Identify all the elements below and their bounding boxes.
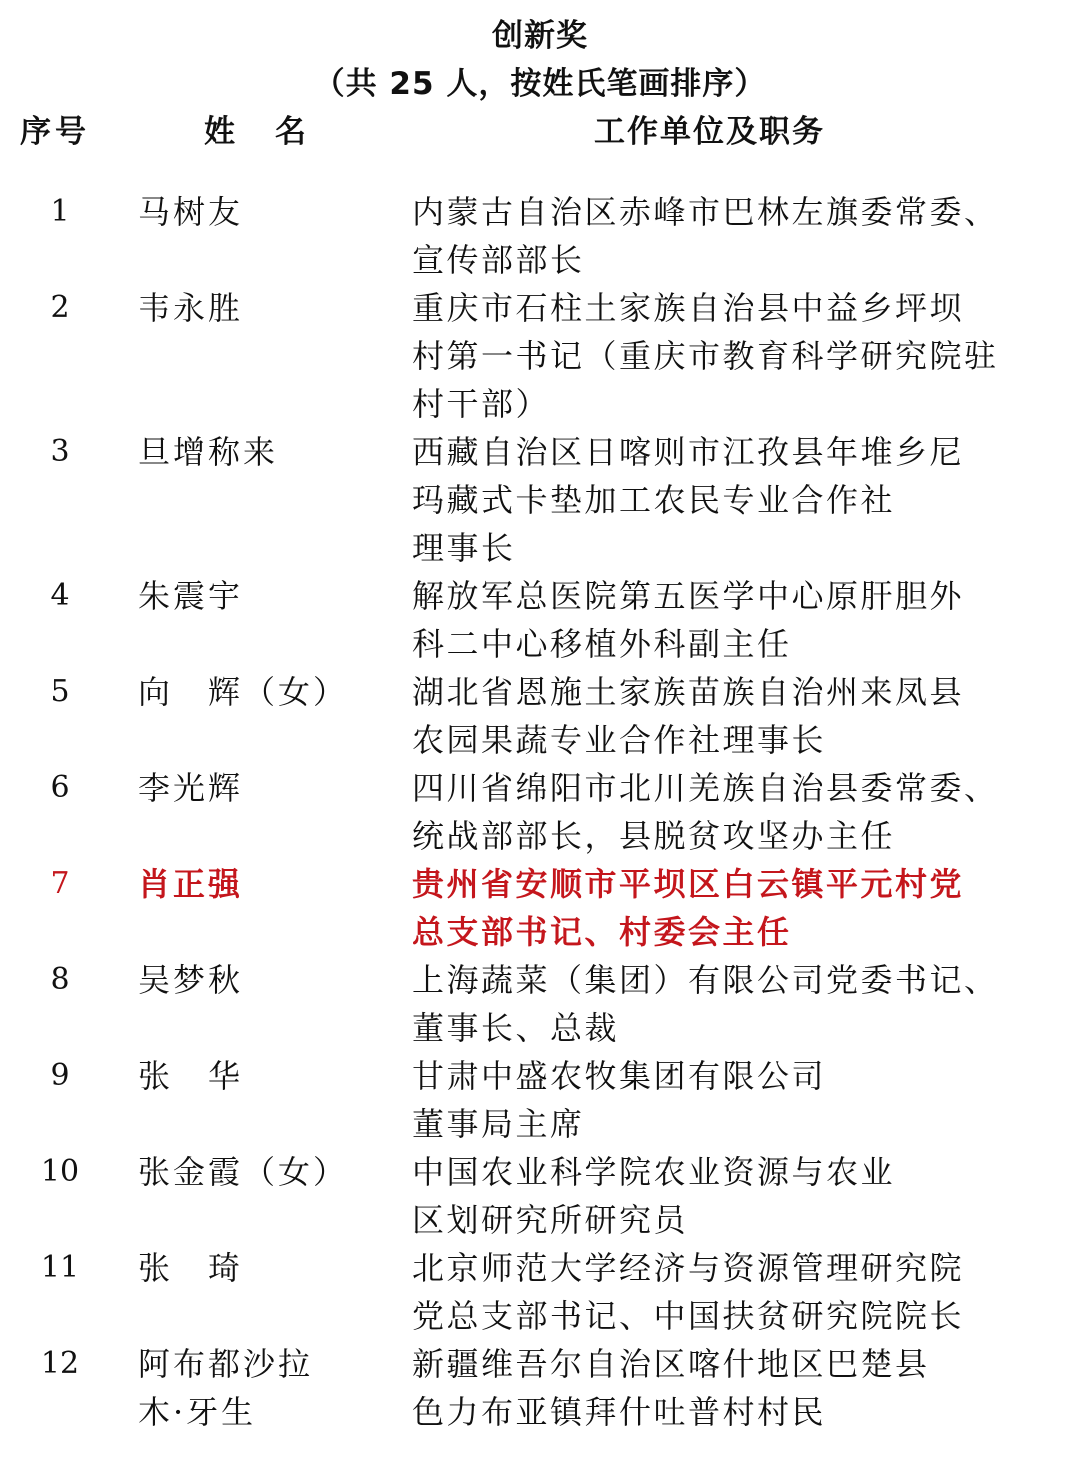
entry-unit-line: 解放军总医院第五医学中心原肝胆外 xyxy=(412,577,965,615)
entry-unit xyxy=(412,1340,1052,1436)
entry-unit-line: 西藏自治区日喀则市江孜县年堆乡尼 xyxy=(412,433,965,471)
list-item xyxy=(0,668,1080,764)
entry-name xyxy=(138,1340,378,1436)
list-item xyxy=(0,860,1080,956)
entry-name xyxy=(138,956,378,1004)
entry-unit-line: 上海蔬菜（集团）有限公司党委书记、 xyxy=(412,961,999,999)
entry-name-line: 马树友 xyxy=(138,193,244,231)
entry-unit xyxy=(412,764,1052,860)
entry-unit xyxy=(412,860,1052,956)
entry-unit-line: 甘肃中盛农牧集团有限公司 xyxy=(412,1057,827,1095)
entry-number: 1 xyxy=(50,194,70,229)
entry-unit-line: 贵州省安顺市平坝区白云镇平元村党 xyxy=(412,865,965,903)
document-subtitle: （共 25 人，按姓氏笔画排序） xyxy=(313,66,767,102)
entry-name xyxy=(138,860,378,908)
list-item xyxy=(0,284,1080,428)
header-seq: 序号 xyxy=(20,114,90,150)
header-name: 姓名 xyxy=(204,114,346,150)
entry-name-line: 张金霞（女） xyxy=(138,1153,349,1191)
header-unit: 工作单位及职务 xyxy=(594,114,825,150)
entry-unit-line: 科二中心移植外科副主任 xyxy=(412,625,792,663)
entry-name-line: 阿布都沙拉 xyxy=(138,1345,314,1383)
list-item xyxy=(0,1148,1080,1244)
entry-number: 11 xyxy=(40,1250,80,1285)
entry-number: 6 xyxy=(50,770,70,805)
table-header xyxy=(0,108,1080,156)
entry-name xyxy=(138,284,378,332)
entry-name xyxy=(138,1148,378,1196)
list-item xyxy=(0,1052,1080,1148)
entry-unit-line: 村第一书记（重庆市教育科学研究院驻 xyxy=(412,337,999,375)
entry-name-line: 肖正强 xyxy=(138,865,244,903)
list-item xyxy=(0,188,1080,284)
entry-unit xyxy=(412,284,1052,428)
entry-unit-line: 董事长、总裁 xyxy=(412,1009,620,1047)
list-item xyxy=(0,428,1080,572)
entry-unit-line: 重庆市石柱土家族自治县中益乡坪坝 xyxy=(412,289,965,327)
entry-name xyxy=(138,1244,378,1292)
entry-unit xyxy=(412,1052,1052,1148)
entry-unit-line: 内蒙古自治区赤峰市巴林左旗委常委、 xyxy=(412,193,999,231)
entry-name-line: 李光辉 xyxy=(138,769,244,807)
entry-number: 2 xyxy=(50,290,70,325)
entry-unit-line: 村干部） xyxy=(412,385,551,423)
entry-name xyxy=(138,764,378,812)
entry-unit xyxy=(412,956,1052,1052)
entry-unit-line: 理事长 xyxy=(412,529,516,567)
entry-unit-line: 湖北省恩施土家族苗族自治州来凤县 xyxy=(412,673,965,711)
entry-unit-line: 中国农业科学院农业资源与农业 xyxy=(412,1153,896,1191)
entry-number: 12 xyxy=(40,1346,80,1381)
entry-number: 8 xyxy=(50,962,70,997)
entry-unit xyxy=(412,1244,1052,1340)
entry-unit xyxy=(412,428,1052,572)
entry-name-line: 木·牙生 xyxy=(138,1393,257,1431)
entry-name xyxy=(138,428,378,476)
entry-name-line: 朱震宇 xyxy=(138,577,244,615)
entry-name-line: 张 华 xyxy=(138,1057,244,1095)
award-list xyxy=(0,188,1080,1436)
entry-unit-line: 四川省绵阳市北川羌族自治县委常委、 xyxy=(412,769,999,807)
entry-name xyxy=(138,188,378,236)
entry-unit-line: 区划研究所研究员 xyxy=(412,1201,689,1239)
entry-unit-line: 党总支部书记、中国扶贫研究院院长 xyxy=(412,1297,965,1335)
entry-unit-line: 新疆维吾尔自治区喀什地区巴楚县 xyxy=(412,1345,930,1383)
entry-unit-line: 董事局主席 xyxy=(412,1105,585,1143)
entry-unit xyxy=(412,668,1052,764)
entry-name-line: 旦增称来 xyxy=(138,433,279,471)
entry-number: 10 xyxy=(40,1154,80,1189)
entry-unit xyxy=(412,572,1052,668)
entry-number: 3 xyxy=(50,434,70,469)
entry-name-line: 韦永胜 xyxy=(138,289,244,327)
list-item xyxy=(0,572,1080,668)
entry-name xyxy=(138,668,378,716)
entry-number: 7 xyxy=(50,866,70,901)
entry-unit xyxy=(412,1148,1052,1244)
entry-name xyxy=(138,1052,378,1100)
entry-name-line: 张 琦 xyxy=(138,1249,244,1287)
entry-unit-line: 宣传部部长 xyxy=(412,241,585,279)
entry-number: 5 xyxy=(50,674,70,709)
entry-number: 9 xyxy=(50,1058,70,1093)
entry-unit-line: 统战部部长，县脱贫攻坚办主任 xyxy=(412,817,896,855)
entry-unit-line: 北京师范大学经济与资源管理研究院 xyxy=(412,1249,965,1287)
document-title: 创新奖 xyxy=(492,18,588,54)
list-item xyxy=(0,956,1080,1052)
entry-name-line: 向 辉（女） xyxy=(138,673,349,711)
list-item xyxy=(0,1244,1080,1340)
list-item xyxy=(0,1340,1080,1436)
entry-unit-line: 农园果蔬专业合作社理事长 xyxy=(412,721,827,759)
entry-unit-line: 总支部书记、村委会主任 xyxy=(412,913,792,951)
entry-name xyxy=(138,572,378,620)
entry-name-line: 吴梦秋 xyxy=(138,961,244,999)
entry-unit-line: 玛藏式卡垫加工农民专业合作社 xyxy=(412,481,896,519)
entry-number: 4 xyxy=(50,578,70,613)
entry-unit-line: 色力布亚镇拜什吐普村村民 xyxy=(412,1393,827,1431)
entry-unit xyxy=(412,188,1052,284)
list-item xyxy=(0,764,1080,860)
